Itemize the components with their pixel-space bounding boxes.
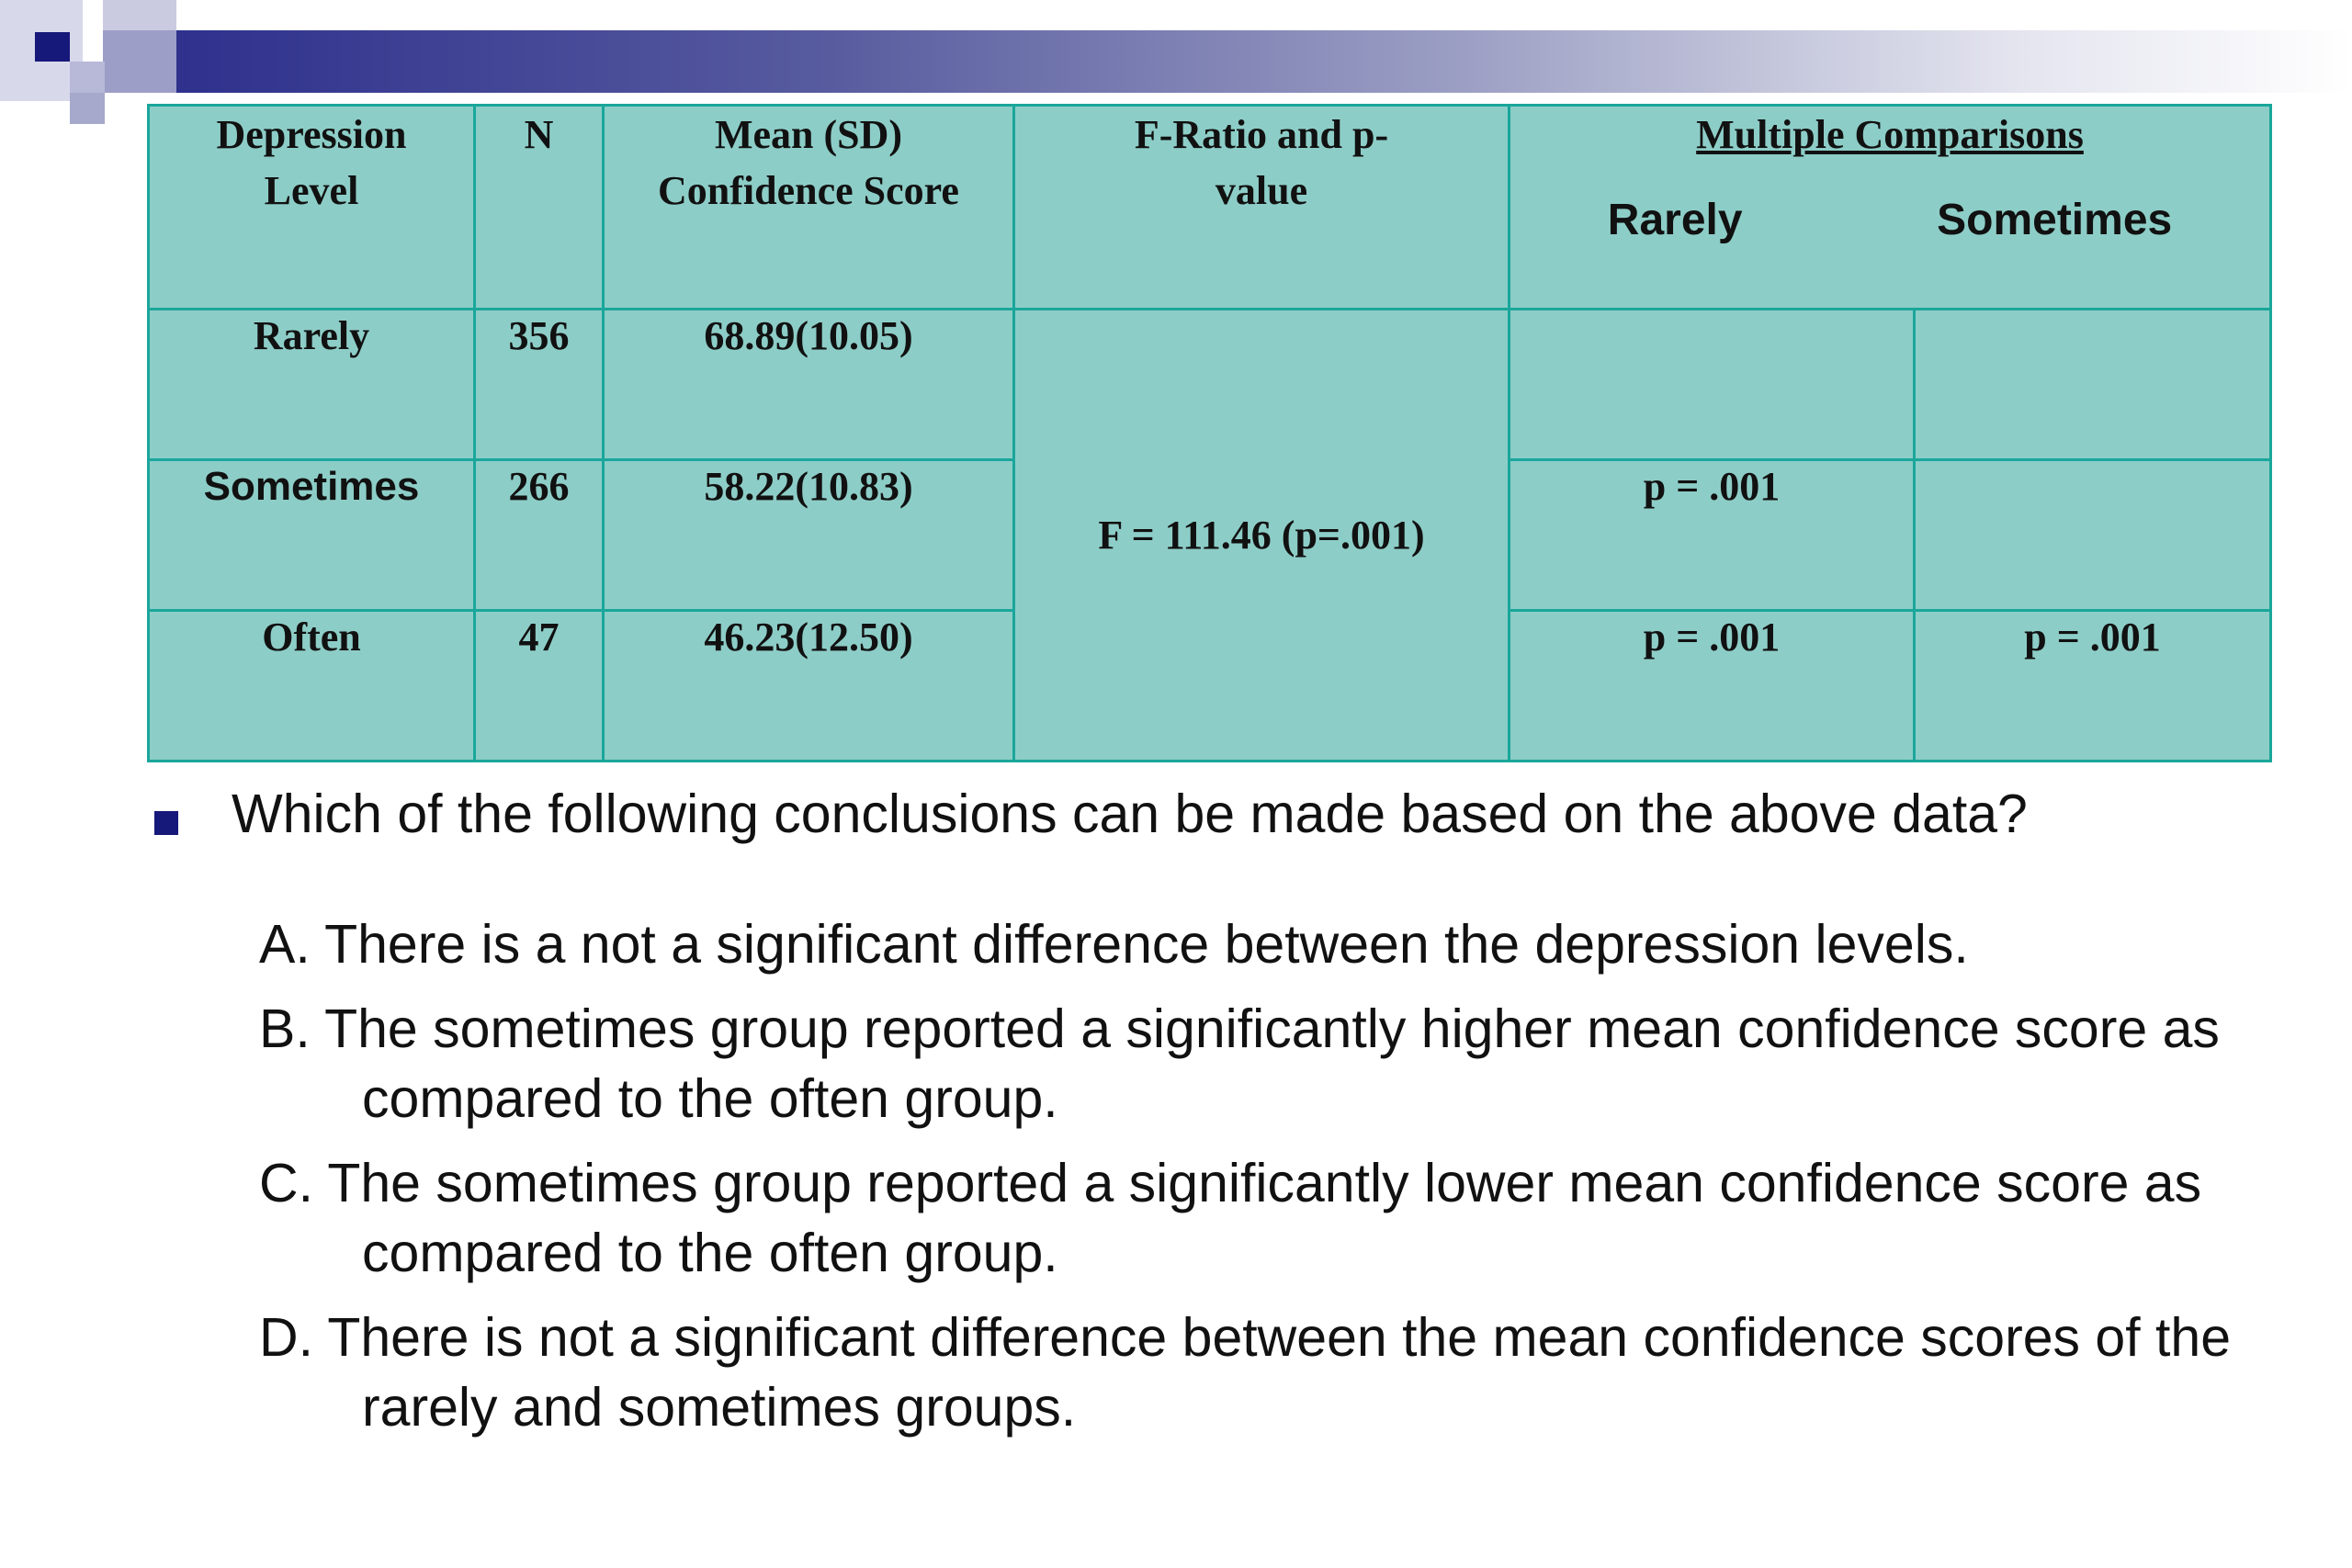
header-f-ratio: F-Ratio and p-value xyxy=(1014,106,1510,310)
header-multiple-comparisons xyxy=(1510,106,2271,310)
answer-options xyxy=(259,909,2308,1457)
cell-f-ratio: F = 111.46 (p=.001) xyxy=(1014,310,1510,761)
cell-vs-sometimes xyxy=(1915,460,2271,611)
cell-mean: 58.22(10.83) xyxy=(604,460,1014,611)
cell-vs-rarely: p = .001 xyxy=(1510,460,1915,611)
table-row xyxy=(149,310,2271,460)
cell-level: Often xyxy=(149,611,475,761)
multiple-comparisons-title: Multiple Comparisons xyxy=(1696,112,2084,157)
cell-level: Rarely xyxy=(149,310,475,460)
cell-n: 266 xyxy=(475,460,604,611)
option-c: C. The sometimes group reported a significantly lower mean confidence score as compared to the often group. xyxy=(259,1153,2202,1283)
option-b: B. The sometimes group reported a significantly higher mean confidence score as compared to the often group. xyxy=(259,998,2220,1129)
bullet-icon xyxy=(154,811,178,835)
decor-square xyxy=(103,30,176,93)
header-mc-rarely: Rarely xyxy=(1607,196,1743,244)
decor-square xyxy=(103,0,176,30)
question-text: Which of the following conclusions can be made based on the above data? xyxy=(232,784,2028,844)
decor-square xyxy=(35,32,70,62)
header-depression-level: Depression Level xyxy=(149,106,475,310)
cell-vs-sometimes xyxy=(1915,310,2271,460)
cell-n: 47 xyxy=(475,611,604,761)
cell-vs-rarely xyxy=(1510,310,1915,460)
cell-level: Sometimes xyxy=(149,460,475,611)
anova-table xyxy=(147,104,2272,762)
table-header-row xyxy=(149,106,2271,310)
decor-square xyxy=(70,93,105,124)
header-mc-sometimes: Sometimes xyxy=(1937,196,2173,244)
cell-vs-sometimes: p = .001 xyxy=(1915,611,2271,761)
cell-n: 356 xyxy=(475,310,604,460)
header-n: N xyxy=(475,106,604,310)
cell-vs-rarely: p = .001 xyxy=(1510,611,1915,761)
option-a: A. There is a not a significant difference between the depression levels. xyxy=(259,914,1969,975)
decor-square xyxy=(70,62,105,93)
option-d: D. There is not a significant difference between the mean confidence scores of the rarely and sometimes groups. xyxy=(259,1307,2232,1438)
header-gradient-bar xyxy=(151,30,2352,93)
header-mean-sd: Mean (SD) Confidence Score xyxy=(604,106,1014,310)
cell-mean: 46.23(12.50) xyxy=(604,611,1014,761)
cell-mean: 68.89(10.05) xyxy=(604,310,1014,460)
